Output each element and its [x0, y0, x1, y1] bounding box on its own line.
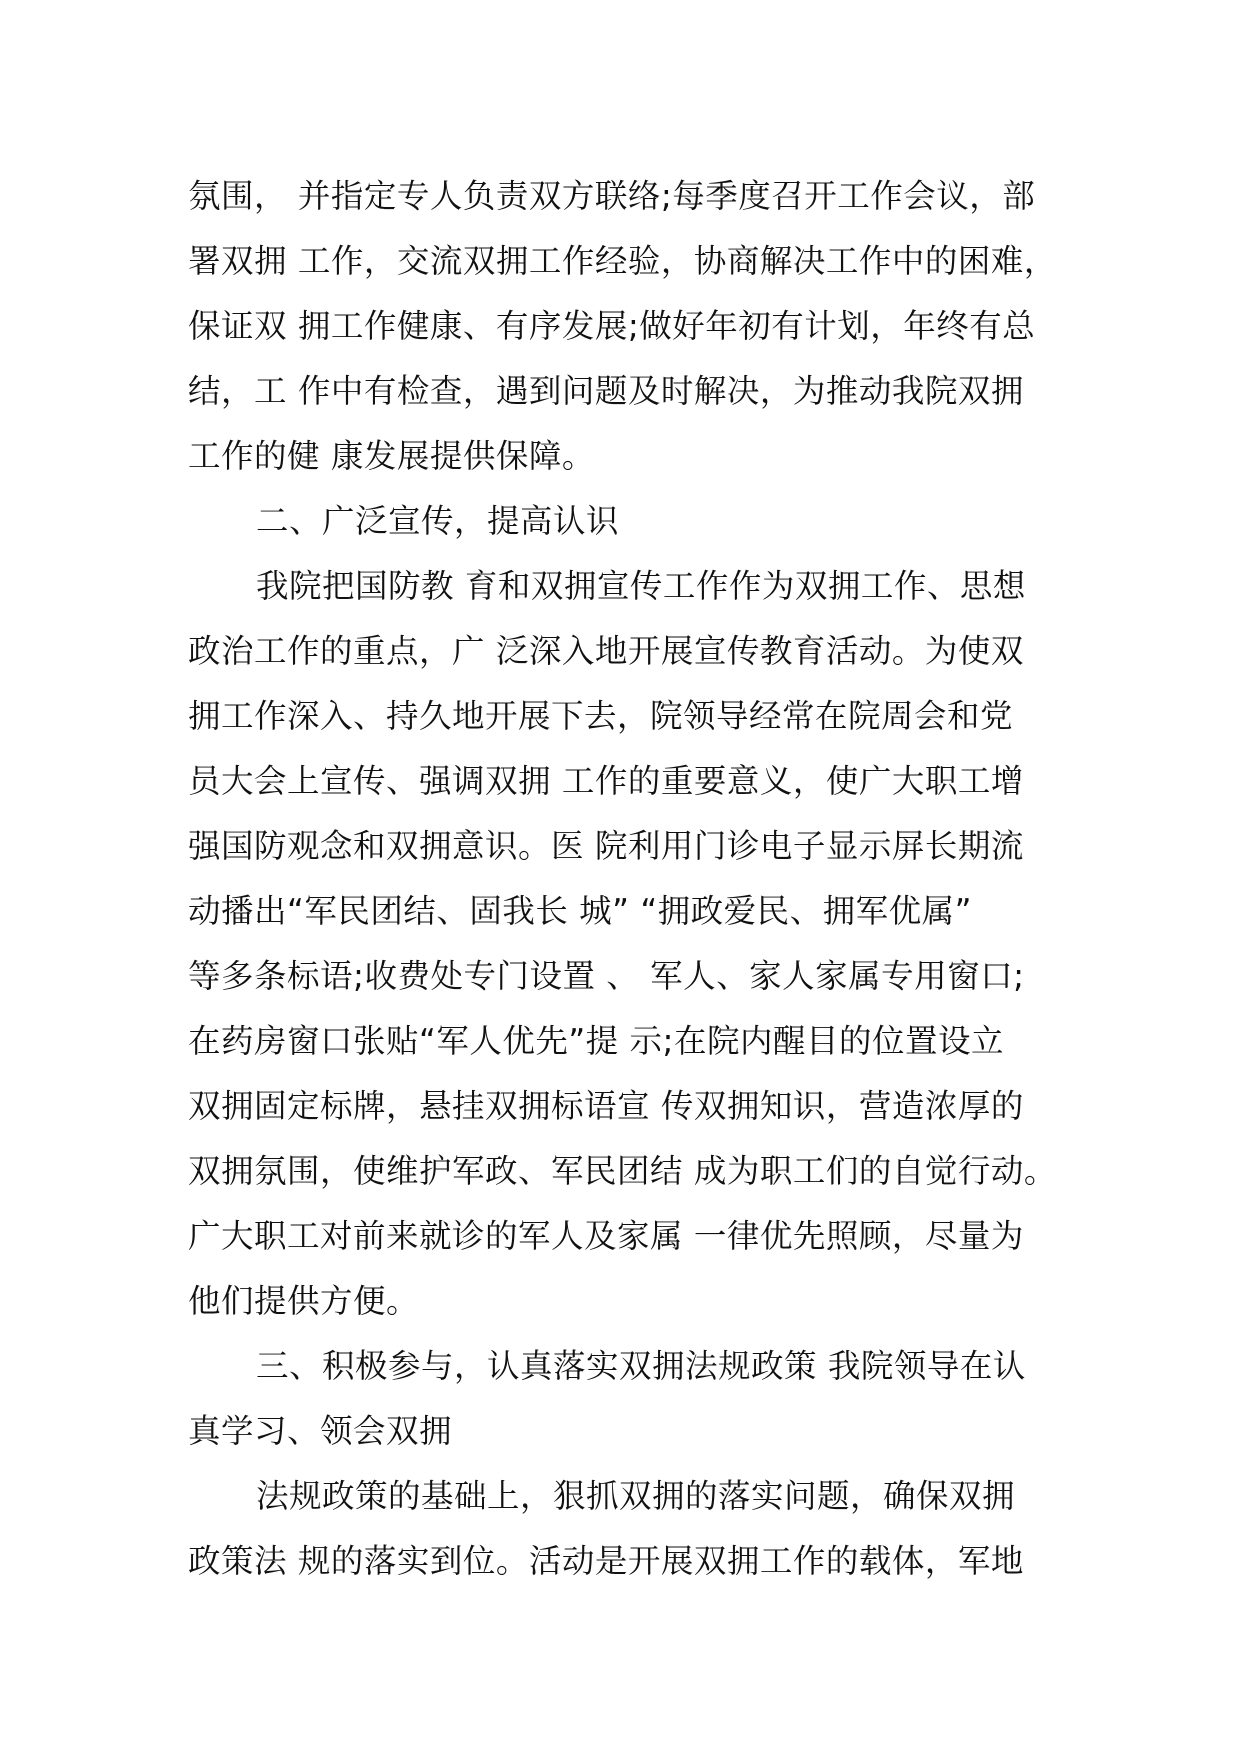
body-line: 政治工作的重点，广 泛深入地开展宣传教育活动。为使双 — [188, 632, 1024, 670]
body-line: 动播出“军民团结、固我长 城” “拥政爱民、拥军优属” — [188, 892, 973, 930]
section-heading: 三、积极参与，认真落实双拥法规政策 我院领导在认 — [256, 1347, 1026, 1385]
body-line: 氛围， 并指定专人负责双方联络;每季度召开工作会议，部 — [188, 177, 1036, 215]
body-line: 等多条标语;收费处专门设置 、 军人、家人家属专用窗口; — [188, 957, 1025, 995]
body-line: 员大会上宣传、强调双拥 工作的重要意义，使广大职工增 — [188, 762, 1024, 800]
body-line: 工作的健 康发展提供保障。 — [188, 437, 595, 475]
paragraph-first-line: 法规政策的基础上，狠抓双拥的落实问题，确保双拥 — [256, 1477, 1016, 1515]
paragraph-first-line: 我院把国防教 育和双拥宣传工作作为双拥工作、思想 — [256, 567, 1026, 605]
body-line: 强国防观念和双拥意识。医 院利用门诊电子显示屏长期流 — [188, 827, 1024, 865]
body-line: 真学习、领会双拥 — [188, 1412, 453, 1450]
body-line: 政策法 规的落实到位。活动是开展双拥工作的载体，军地 — [188, 1542, 1024, 1580]
body-line: 在药房窗口张贴“军人优先”提 示;在院内醒目的位置设立 — [188, 1022, 1004, 1060]
body-line: 结，工 作中有检查，遇到问题及时解决，为推动我院双拥 — [188, 372, 1024, 410]
body-line: 保证双 拥工作健康、有序发展;做好年初有计划，年终有总 — [188, 307, 1036, 345]
body-line: 双拥氛围，使维护军政、军民团结 成为职工们的自觉行动。 — [188, 1152, 1057, 1190]
body-line: 他们提供方便。 — [188, 1282, 420, 1320]
body-line: 署双拥 工作，交流双拥工作经验，协商解决工作中的困难， — [188, 242, 1057, 280]
body-line: 广大职工对前来就诊的军人及家属 一律优先照顾，尽量为 — [188, 1217, 1024, 1255]
document-body — [188, 164, 1068, 1594]
section-heading: 二、广泛宣传，提高认识 — [256, 502, 620, 540]
body-line: 拥工作深入、持久地开展下去，院领导经常在院周会和党 — [188, 697, 1014, 735]
body-line: 双拥固定标牌，悬挂双拥标语宣 传双拥知识，营造浓厚的 — [188, 1087, 1024, 1125]
